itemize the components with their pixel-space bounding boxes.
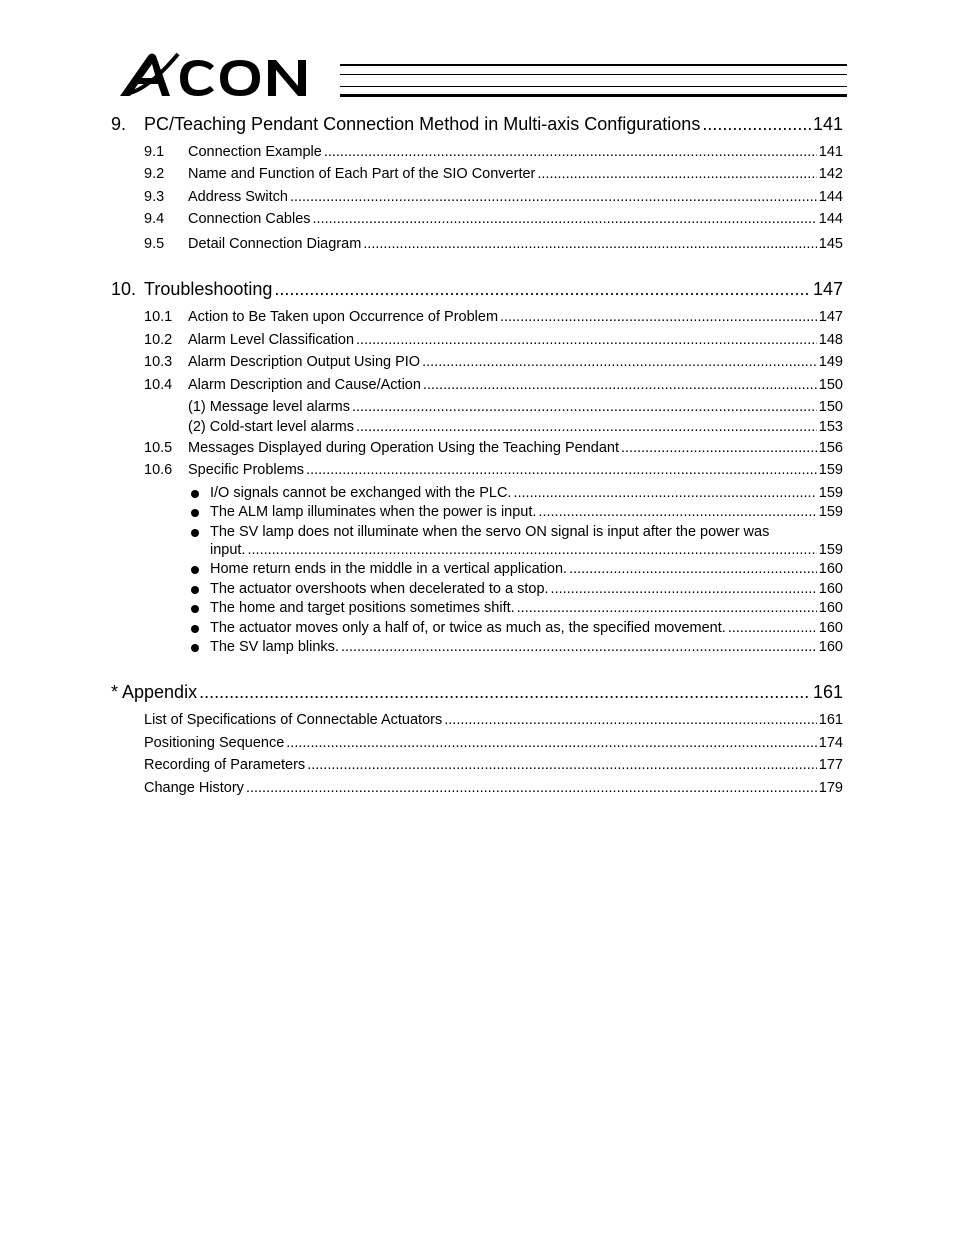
item-title: Action to Be Taken upon Occurrence of Problem (188, 309, 499, 325)
bullet-icon (191, 625, 199, 633)
toc-item[interactable] (188, 309, 843, 325)
page-number: 160 (818, 600, 843, 616)
leader-dots (307, 757, 817, 773)
bullet-icon (191, 566, 199, 574)
page-number: 149 (818, 354, 843, 370)
item-title: The home and target positions sometimes shift. (210, 600, 515, 616)
page-number: 150 (818, 399, 843, 415)
toc-item[interactable] (188, 462, 843, 478)
toc-problem-item[interactable] (210, 504, 843, 520)
page-number: 148 (818, 332, 843, 348)
leader-dots (569, 561, 817, 577)
chapter-number: 9. (111, 114, 127, 134)
toc-problem-item-line1[interactable] (210, 524, 843, 540)
section-number: 9.3 (144, 189, 165, 205)
item-title: Connection Example (188, 144, 322, 160)
leader-dots (324, 144, 817, 160)
toc-chapter-10[interactable] (144, 279, 843, 300)
leader-dots (313, 211, 817, 227)
item-title: (2) Cold-start level alarms (188, 419, 354, 435)
leader-dots (247, 542, 816, 558)
toc-item[interactable] (188, 211, 843, 227)
page-number: 159 (818, 462, 843, 478)
page-number: 160 (818, 620, 843, 636)
page-number: 160 (818, 639, 843, 655)
leader-dots (500, 309, 817, 325)
item-title: Name and Function of Each Part of the SIO Converter (188, 166, 536, 182)
toc-problem-item-line2[interactable] (210, 542, 843, 558)
item-title: Change History (144, 780, 244, 796)
item-title: List of Specifications of Connectable Actuators (144, 712, 443, 728)
leader-dots (199, 682, 811, 703)
chapter-number: 10. (111, 279, 137, 299)
item-title: The SV lamp does not illuminate when the servo ON signal is input after the power was (210, 524, 770, 540)
page-number: 159 (818, 485, 843, 501)
toc-item[interactable] (188, 440, 843, 456)
item-title: The actuator overshoots when decelerated to a stop. (210, 581, 549, 597)
item-title: Detail Connection Diagram (188, 236, 362, 252)
leader-dots (290, 189, 817, 205)
leader-dots (246, 780, 817, 796)
toc-item[interactable] (188, 354, 843, 370)
leader-dots (517, 600, 817, 616)
toc-problem-item[interactable] (210, 620, 843, 636)
section-number: 9.4 (144, 211, 165, 227)
toc-item[interactable] (188, 166, 843, 182)
page-number: 177 (818, 757, 843, 773)
toc-item[interactable] (188, 377, 843, 393)
page-number: 144 (818, 189, 843, 205)
leader-dots (363, 236, 817, 252)
item-title: Positioning Sequence (144, 735, 285, 751)
leader-dots (621, 440, 817, 456)
page-number: 150 (818, 377, 843, 393)
page-number: 144 (818, 211, 843, 227)
chapter-title: PC/Teaching Pendant Connection Method in Multi-axis Configurations (144, 114, 701, 134)
leader-dots (444, 712, 817, 728)
page-number: 161 (818, 712, 843, 728)
item-title: The SV lamp blinks. (210, 639, 339, 655)
toc-item[interactable] (188, 236, 843, 252)
page-number: 141 (812, 114, 843, 134)
page-number: 179 (818, 780, 843, 796)
page-number: 161 (812, 682, 843, 702)
item-title: (1) Message level alarms (188, 399, 350, 415)
page-number: 160 (818, 581, 843, 597)
toc-problem-item[interactable] (210, 600, 843, 616)
section-number: 10.5 (144, 440, 173, 456)
item-title: I/O signals cannot be exchanged with the PLC. (210, 485, 512, 501)
bullet-icon (191, 529, 199, 537)
bullet-icon (191, 490, 199, 498)
toc-problem-item[interactable] (210, 639, 843, 655)
leader-dots (423, 377, 817, 393)
toc-subitem[interactable] (188, 399, 843, 415)
page-number: 147 (812, 279, 843, 299)
bullet-icon (191, 605, 199, 613)
chapter-title: * Appendix (111, 682, 198, 702)
leader-dots (341, 639, 817, 655)
toc-subitem[interactable] (188, 419, 843, 435)
toc-chapter-9[interactable] (144, 114, 843, 135)
item-title: Recording of Parameters (144, 757, 306, 773)
leader-dots (274, 279, 811, 300)
section-number: 10.2 (144, 332, 173, 348)
section-number: 10.3 (144, 354, 173, 370)
item-title: Alarm Level Classification (188, 332, 355, 348)
toc-item[interactable] (188, 189, 843, 205)
acon-logo (118, 50, 346, 100)
page-number: 153 (818, 419, 843, 435)
leader-dots (702, 114, 811, 135)
item-title: Alarm Description and Cause/Action (188, 377, 421, 393)
bullet-icon (191, 586, 199, 594)
page-number: 159 (818, 504, 843, 520)
item-title: Connection Cables (188, 211, 311, 227)
page-number: 159 (818, 542, 843, 558)
toc-item[interactable] (188, 332, 843, 348)
leader-dots (356, 419, 817, 435)
page-number: 174 (818, 735, 843, 751)
leader-dots (538, 504, 816, 520)
page-number: 141 (818, 144, 843, 160)
section-number: 9.2 (144, 166, 165, 182)
section-number: 9.1 (144, 144, 165, 160)
page-number: 145 (818, 236, 843, 252)
toc-appendix[interactable] (111, 682, 843, 703)
toc-item[interactable] (144, 757, 843, 773)
section-number: 10.6 (144, 462, 173, 478)
toc-problem-item[interactable] (210, 561, 843, 577)
item-title: The ALM lamp illuminates when the power is input. (210, 504, 537, 520)
leader-dots (513, 485, 816, 501)
item-title: The actuator moves only a half of, or twice as much as, the specified movement. (210, 620, 726, 636)
section-number: 9.5 (144, 236, 165, 252)
toc-item[interactable] (144, 735, 843, 751)
leader-dots (422, 354, 817, 370)
page-number: 156 (818, 440, 843, 456)
toc-item[interactable] (144, 780, 843, 796)
page-number: 147 (818, 309, 843, 325)
leader-dots (352, 399, 817, 415)
leader-dots (286, 735, 817, 751)
toc-problem-item[interactable] (210, 485, 843, 501)
leader-dots (537, 166, 816, 182)
section-number: 10.4 (144, 377, 173, 393)
toc-problem-item[interactable] (210, 581, 843, 597)
bullet-icon (191, 509, 199, 517)
item-title: Messages Displayed during Operation Using the Teaching Pendant (188, 440, 619, 456)
item-title: Alarm Description Output Using PIO (188, 354, 421, 370)
leader-dots (728, 620, 817, 636)
page-number: 142 (818, 166, 843, 182)
leader-dots (551, 581, 817, 597)
page-number: 160 (818, 561, 843, 577)
leader-dots (356, 332, 817, 348)
bullet-icon (191, 644, 199, 652)
section-number: 10.1 (144, 309, 173, 325)
header-rule (340, 64, 847, 98)
page-header (0, 0, 954, 110)
item-title: Home return ends in the middle in a vertical application. (210, 561, 568, 577)
item-title: Specific Problems (188, 462, 305, 478)
item-title: Address Switch (188, 189, 288, 205)
leader-dots (306, 462, 817, 478)
toc-item[interactable] (144, 712, 843, 728)
chapter-title: Troubleshooting (144, 279, 273, 299)
item-title: input. (210, 542, 246, 558)
toc-item[interactable] (188, 144, 843, 160)
